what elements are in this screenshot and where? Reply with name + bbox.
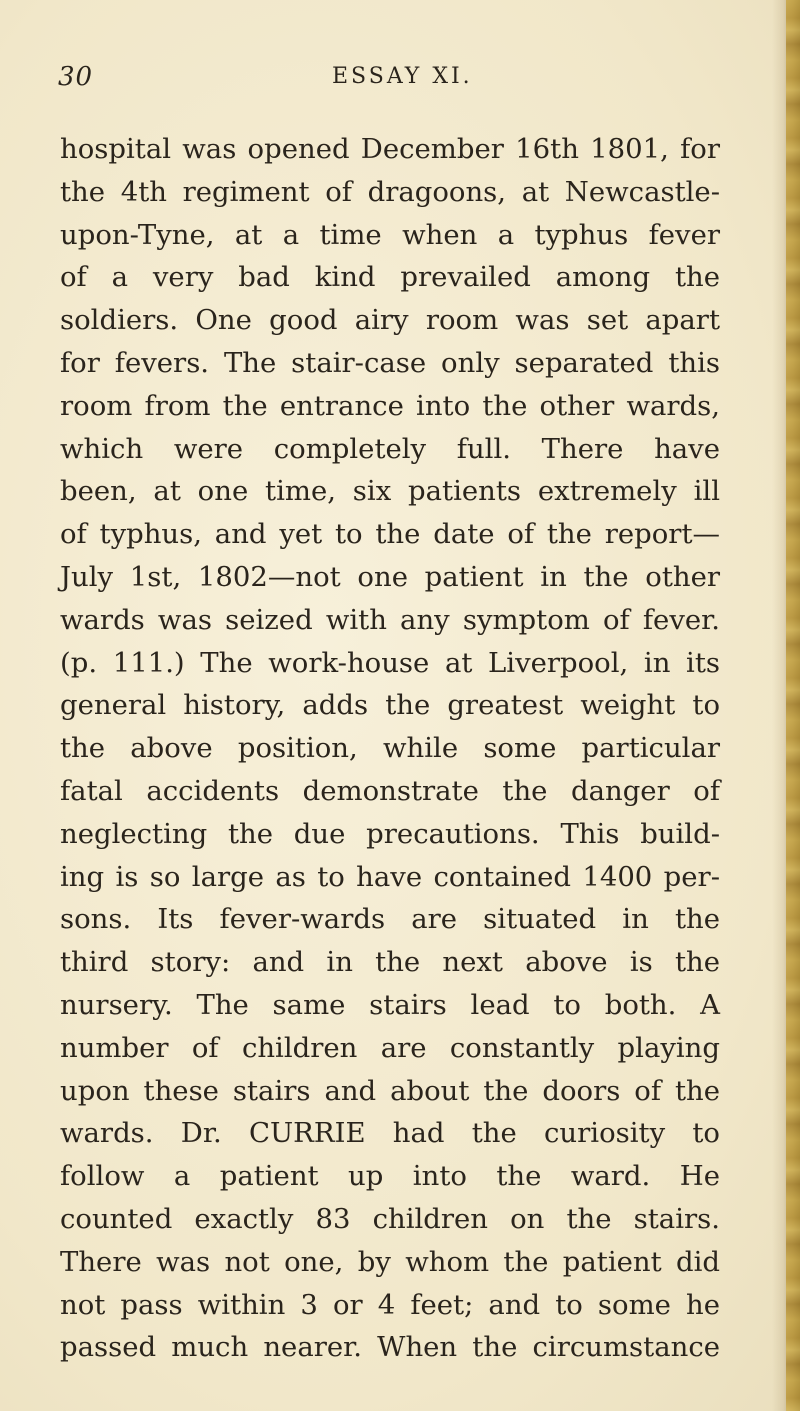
text-line: counted exactly 83 children on the stairs. <box>60 1202 720 1235</box>
text-line: general history, adds the greatest weight to <box>60 689 720 722</box>
text-line: neglecting the due precautions. This build- <box>60 817 720 850</box>
text-line: the above position, while some particular <box>60 732 720 765</box>
text-line: wards was seized with any symptom of fever. <box>60 603 720 636</box>
page-number: 30 <box>58 62 94 92</box>
gilt-page-edge <box>786 0 800 1411</box>
text-line: not pass within 3 or 4 feet; and to some he <box>60 1288 720 1321</box>
text-line: upon these stairs and about the doors of the <box>60 1074 720 1107</box>
text-line: soldiers. One good airy room was set apart <box>60 304 720 337</box>
text-line: There was not one, by whom the patient did <box>60 1245 720 1278</box>
text-line: for fevers. The stair-case only separated this <box>60 346 720 379</box>
text-line: number of children are constantly playing <box>60 1031 720 1064</box>
text-line: the 4th regiment of dragoons, at Newcastle- <box>60 175 720 208</box>
text-line: upon-Tyne, at a time when a typhus fever <box>60 218 720 251</box>
text-line: third story: and in the next above is the <box>60 946 720 979</box>
text-line: follow a patient up into the ward. He <box>60 1160 720 1193</box>
page-header <box>58 52 738 92</box>
text-line: July 1st, 1802—not one patient in the other <box>60 560 720 593</box>
text-line: wards. Dr. CURRIE had the curiosity to <box>60 1117 720 1150</box>
text-line: which were completely full. There have <box>60 432 720 465</box>
text-line: ing is so large as to have contained 1400 per- <box>60 860 720 893</box>
text-line: fatal accidents demonstrate the danger of <box>60 774 720 807</box>
text-line: room from the entrance into the other wards, <box>60 389 720 422</box>
text-line: nursery. The same stairs lead to both. A <box>60 988 720 1021</box>
text-line: sons. Its fever-wards are situated in the <box>60 903 720 936</box>
text-line: been, at one time, six patients extremely ill <box>60 475 720 508</box>
text-line: hospital was opened December 16th 1801, for <box>60 133 720 165</box>
text-line: passed much nearer. When the circumstance <box>60 1331 720 1364</box>
text-line: of typhus, and yet to the date of the report— <box>60 518 720 551</box>
running-head: ESSAY XI. <box>332 64 473 89</box>
body-text <box>60 128 720 1369</box>
text-line: (p. 111.) The work-house at Liverpool, in its <box>60 646 720 679</box>
text-line: of a very bad kind prevailed among the <box>60 261 720 294</box>
